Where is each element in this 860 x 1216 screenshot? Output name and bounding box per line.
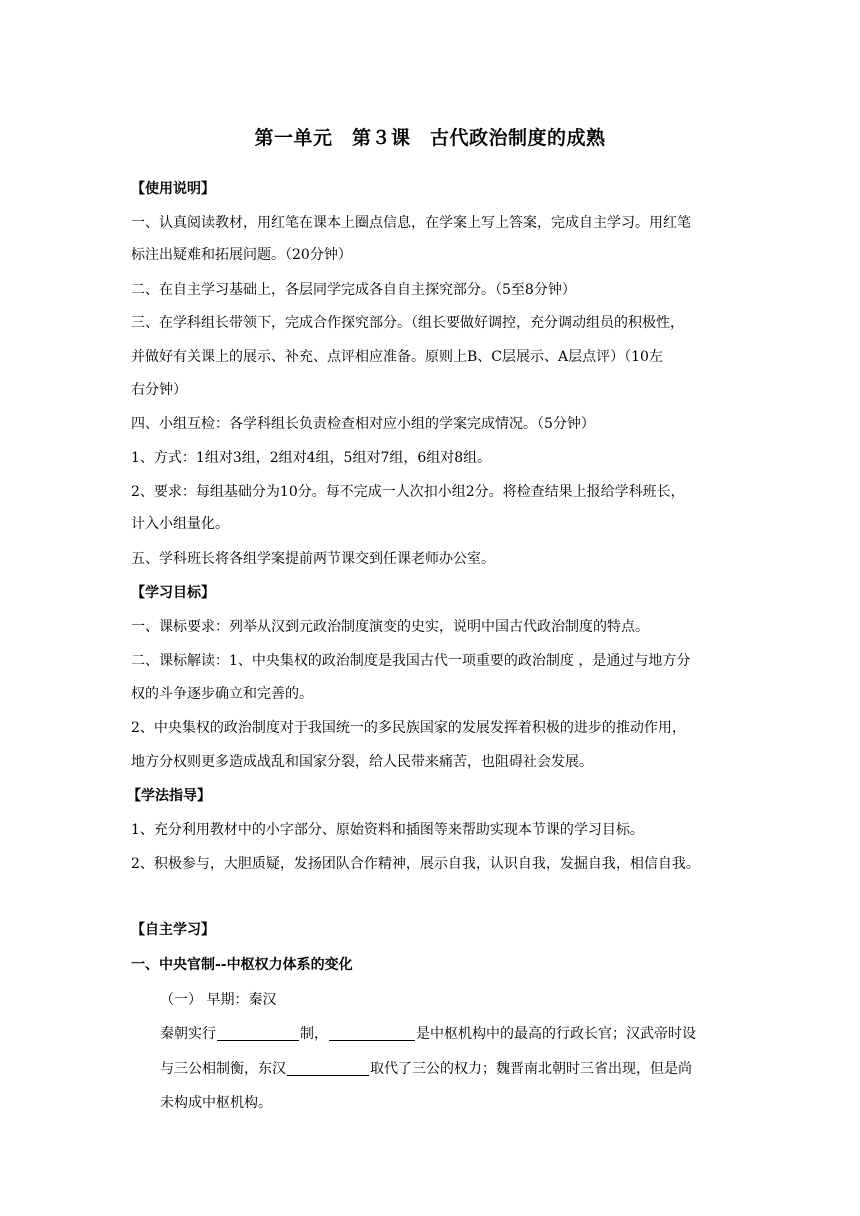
usage-line-10: 计入小组量化。 <box>131 516 229 532</box>
usage-line-6: 右分钟） <box>131 382 187 398</box>
fill-text-1c: 是中枢机构中的最高的行政长官；汉武帝时设 <box>416 1026 696 1042</box>
usage-line-7: 四、小组互检：各学科组长负责检查相对应小组的学案完成情况。（5分钟） <box>131 416 595 432</box>
goals-line-1: 一、课标要求：列举从汉到元政治制度演变的史实，说明中国古代政治制度的特点。 <box>131 619 649 635</box>
fill-paragraph-line-3: 未构成中枢机构。 <box>160 1095 272 1111</box>
section-one-title <box>131 955 741 975</box>
fill-paragraph-line-1 <box>160 1024 770 1044</box>
section-one-label: 一、中央官制--中枢权力体系的变化 <box>131 957 353 973</box>
method-heading: 【学法指导】 <box>127 788 211 804</box>
usage-line-5: 并做好有关课上的展示、补充、点评相应准备。原则上B、C层展示、A层点评）（10左 <box>131 349 663 365</box>
usage-line-8: 1、方式：1组对3组，2组对4组，5组对7组，6组对8组。 <box>131 450 492 466</box>
usage-line-4: 三、在学科组长带领下，完成合作探究部分。（组长要做好调控，充分调动组员的积极性， <box>131 315 684 331</box>
goals-heading: 【学习目标】 <box>131 585 215 601</box>
usage-line-1: 一、认真阅读教材，用红笔在课本上圈点信息，在学案上写上答案，完成自主学习。用红笔 <box>131 215 691 231</box>
usage-line-9: 2、要求：每组基础分为10分。每不完成一人次扣小组2分。将检查结果上报给学科班长， <box>131 484 685 500</box>
goals-line-5: 地方分权则更多造成战乱和国家分裂，给人民带来痛苦，也阻碍社会发展。 <box>131 754 593 770</box>
subsection-early: （一） 早期：秦汉 <box>160 992 277 1008</box>
goals-line-4: 2、中央集权的政治制度对于我国统一的多民族国家的发展发挥着积极的进步的推动作用， <box>131 720 686 736</box>
usage-line-11: 五、学科班长将各组学案提前两节课交到任课老师办公室。 <box>131 551 495 567</box>
goals-line-3: 权的斗争逐步确立和完善的。 <box>131 686 313 702</box>
fill-paragraph-line-2 <box>160 1059 770 1079</box>
page-title: 第一单元 第３课 古代政治制度的成熟 <box>254 127 606 149</box>
fill-text-2b: 取代了三公的权力；魏晋南北朝时三省出现，但是尚 <box>370 1061 692 1077</box>
fill-text-2a: 与三公相制衡，东汉 <box>160 1061 286 1077</box>
fill-text-1a: 秦朝实行 <box>160 1026 216 1042</box>
usage-heading: 【使用说明】 <box>131 181 215 197</box>
self-study-heading: 【自主学习】 <box>131 922 215 938</box>
usage-line-2: 标注出疑难和拓展问题。（20分钟） <box>131 247 352 263</box>
method-line-2: 2、积极参与，大胆质疑，发扬团队合作精神，展示自我，认识自我，发掘自我，相信自我。 <box>131 856 700 872</box>
answer-blank-2[interactable] <box>329 1024 415 1041</box>
answer-blank-1[interactable] <box>217 1024 299 1041</box>
method-line-1: 1、充分利用教材中的小字部分、原始资料和插图等来帮助实现本节课的学习目标。 <box>131 822 644 838</box>
goals-line-2: 二、课标解读：1、中央集权的政治制度是我国古代一项重要的政治制度 ，是通过与地方分 <box>131 653 691 669</box>
answer-blank-3[interactable] <box>287 1059 369 1076</box>
fill-text-1b: 制， <box>300 1026 328 1042</box>
usage-line-3: 二、在自主学习基础上，各层同学完成各自自主探究部分。（5至8分钟） <box>131 282 576 298</box>
